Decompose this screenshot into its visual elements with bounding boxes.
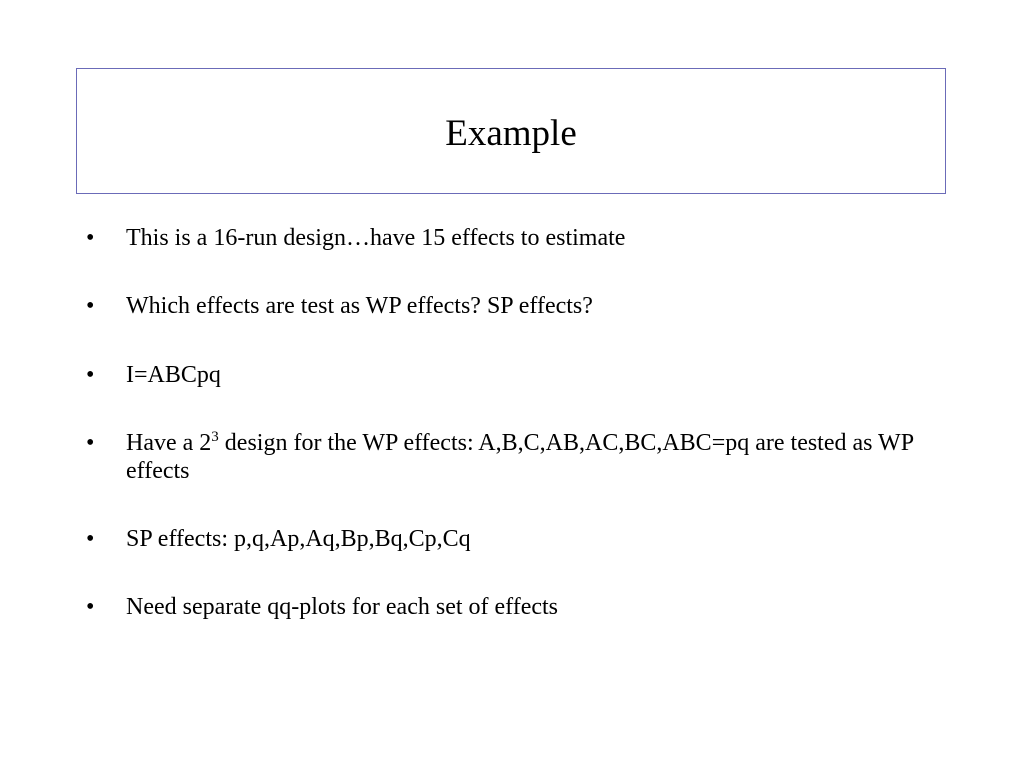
bullet-marker: •	[86, 594, 95, 620]
bullet-item	[86, 525, 936, 553]
bullet-text-part: Have a 2	[126, 430, 212, 456]
bullet-text: This is a 16-run design…have 15 effects to estimate	[126, 225, 626, 251]
bullet-text: SP effects: p,q,Ap,Aq,Bp,Bq,Cp,Cq	[126, 526, 471, 552]
superscript-exponent: 3	[211, 429, 219, 445]
bullet-marker: •	[86, 526, 95, 552]
bullet-text: Need separate qq-plots for each set of effects	[126, 594, 559, 620]
bullet-item	[86, 361, 936, 389]
bullet-marker: •	[86, 293, 95, 319]
bullet-item	[86, 224, 936, 252]
bullet-text: I=ABCpq	[126, 362, 221, 388]
bullet-marker: •	[86, 362, 95, 388]
bullet-text: Which effects are test as WP effects? SP effects?	[126, 293, 593, 319]
bullet-item	[86, 593, 936, 621]
bullet-marker: •	[86, 225, 95, 251]
bullet-text-part: design for the WP effects: A,B,C,AB,AC,BC,ABC=pq are tested as WP effects	[126, 430, 914, 484]
bullet-text	[126, 429, 936, 485]
bullet-item	[86, 292, 936, 320]
slide-title: Example	[445, 112, 577, 154]
slide-title-box	[76, 68, 946, 194]
bullet-marker: •	[86, 430, 95, 456]
bullet-item	[86, 429, 936, 485]
